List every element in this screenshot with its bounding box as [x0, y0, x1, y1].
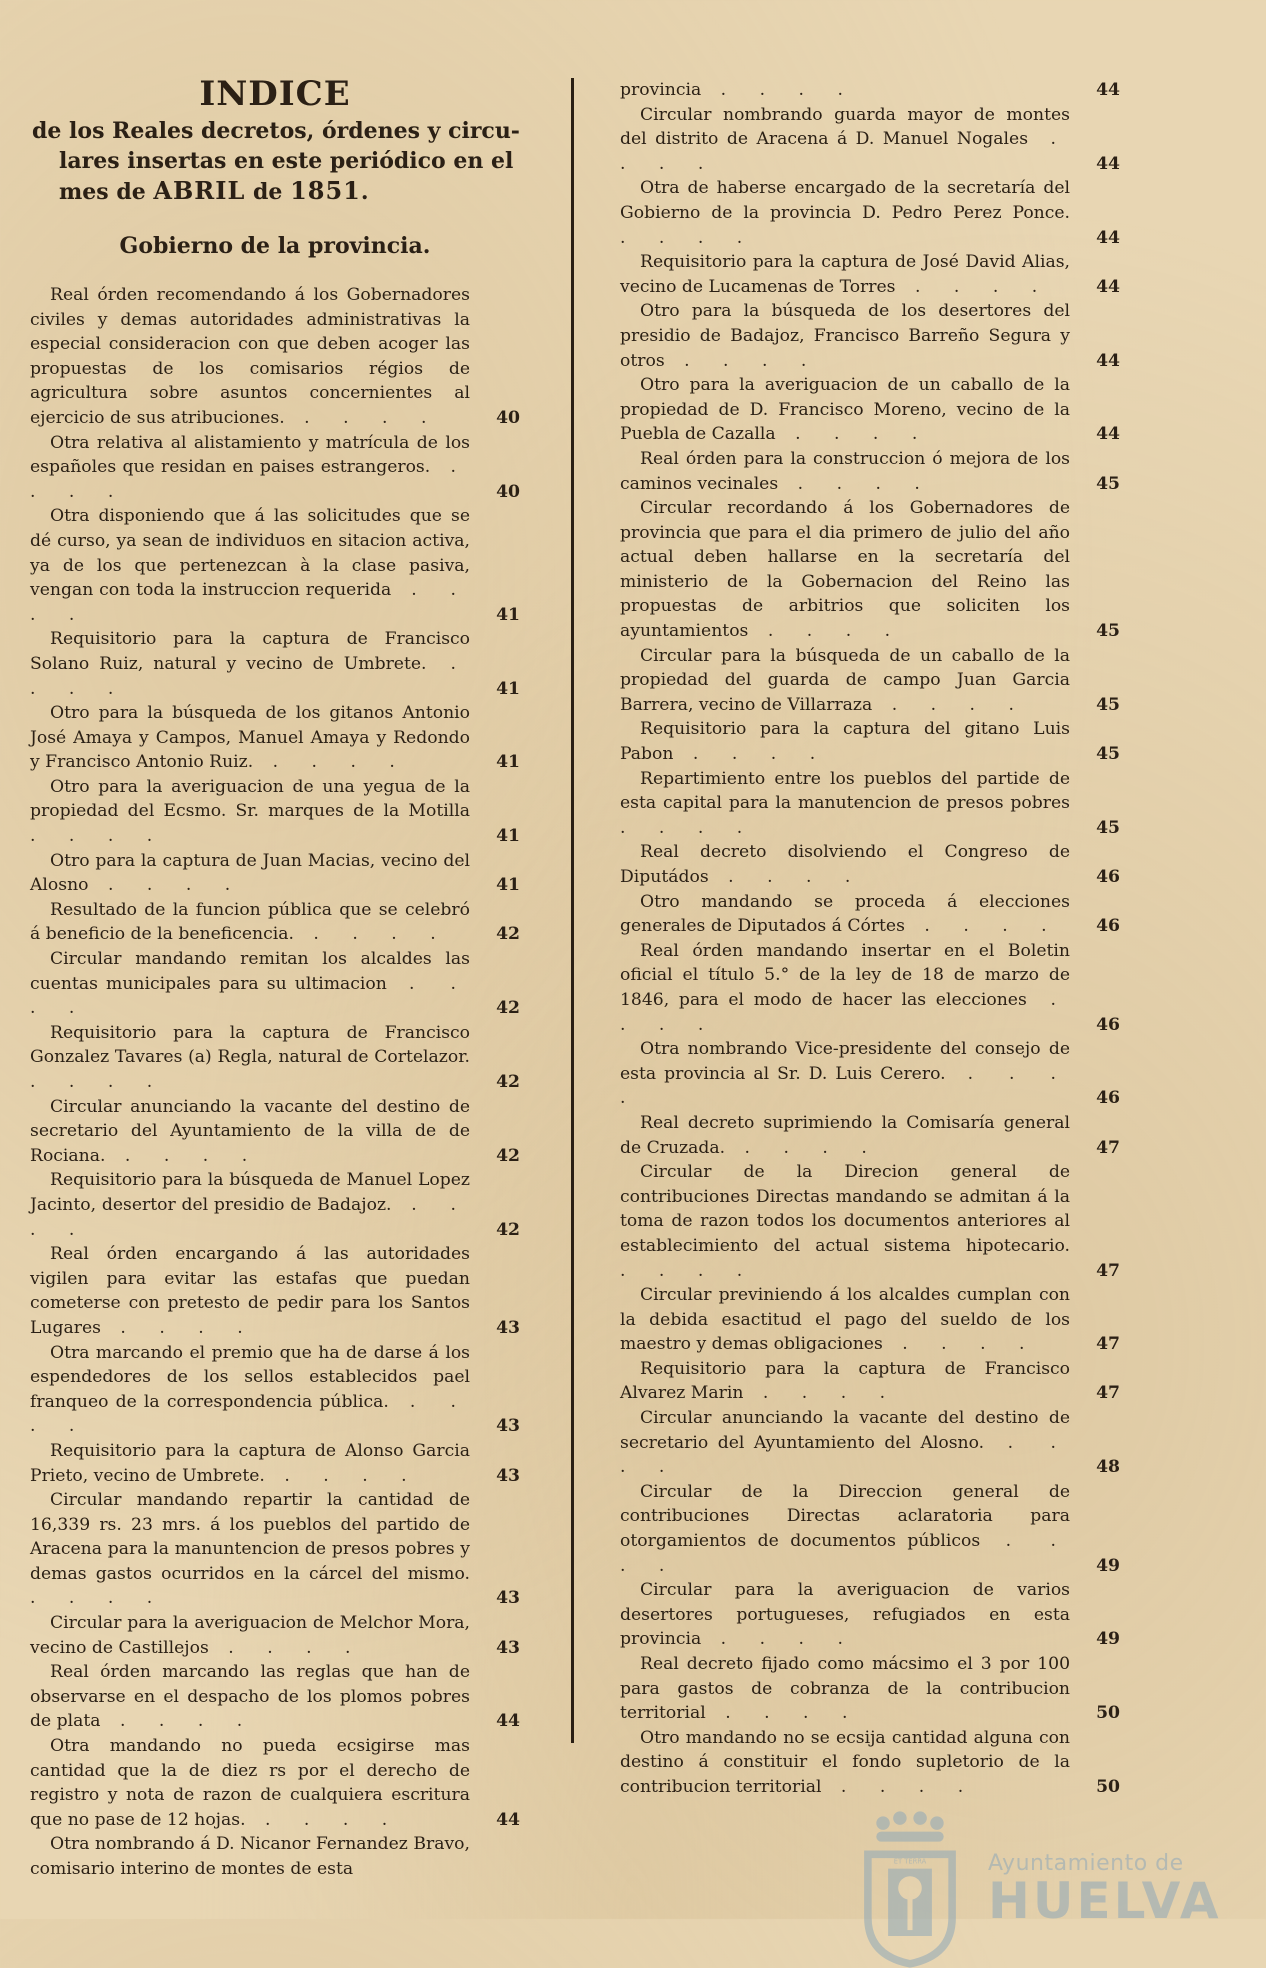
entry-page-number: 44 — [1096, 227, 1120, 248]
leader-dots: . . . . — [620, 817, 757, 838]
leader-dots: . . . . — [664, 350, 821, 371]
entry-page-number: 41 — [496, 678, 520, 699]
entry-text: Requisitorio para la búsqueda de Manuel Lopez Jacinto, desertor del presidio de Badajoz. . . . . — [30, 1170, 470, 1240]
entry-page-number: 42 — [496, 998, 520, 1019]
index-entry — [620, 373, 1120, 447]
leader-dots: . . . . — [293, 924, 450, 945]
entry-page-number: 44 — [1096, 276, 1120, 297]
entry-text: Real órden para la construccion ó mejora de los caminos vecinales . . . . — [620, 448, 1070, 494]
entry-page-number: 47 — [1096, 1383, 1120, 1404]
subtitle-month: ABRIL — [153, 176, 246, 205]
entry-text: Requisitorio para la captura de Francisco Alvarez Marin . . . . — [620, 1358, 1070, 1404]
index-entry — [620, 1652, 1120, 1726]
right-entry-list — [620, 78, 1120, 1800]
entry-page-number: 42 — [496, 1145, 520, 1166]
entry-page-number: 41 — [496, 604, 520, 625]
entry-page-number: 49 — [1096, 1555, 1120, 1576]
entry-text: Otra marcando el premio que ha de darse á los espendedores de los sellos establecidos pael franqueo de la correspondencia pública. . . . . — [30, 1342, 470, 1437]
entry-text: Circular previniendo á los alcaldes cumplan con la debida esactitud el pago del sueldo de los maestro y demas obligaciones . . . . — [620, 1285, 1070, 1355]
entry-text: Real decreto fijado como mácsimo el 3 por 100 para gastos de cobranza de la contribucion territorial . . . . — [620, 1654, 1070, 1724]
document-subtitle — [30, 116, 520, 207]
entry-page-number: 44 — [1096, 424, 1120, 445]
index-entry — [30, 504, 520, 627]
leader-dots: . . . . — [620, 1432, 1070, 1478]
entry-text: Otro mandando se proceda á elecciones generales de Diputados á Córtes . . . . — [620, 891, 1070, 937]
index-entry — [30, 701, 520, 775]
entry-page-number: 41 — [496, 752, 520, 773]
entry-text: Otra de haberse encargado de la secretaría del Gobierno de la provincia D. Pedro Perez Ponce. . . . . — [620, 178, 1070, 248]
entry-text: Real órden marcando las reglas que han de observarse en el despacho de los plomos pobres de plata . . . . — [30, 1662, 470, 1732]
index-entry — [30, 1095, 520, 1169]
entry-text: Requisitorio para la captura de Francisco Solano Ruiz, natural y vecino de Umbrete. . . . . — [30, 629, 470, 699]
index-entry — [30, 1242, 520, 1340]
entry-text: Circular para la averiguacion de varios desertores portugueses, refugiados en esta provincia . . . . — [620, 1580, 1070, 1650]
entry-page-number: 44 — [1096, 350, 1120, 371]
entry-text: Requisitorio para la captura de Alonso Garcia Prieto, vecino de Umbrete. . . . . — [30, 1440, 470, 1486]
coat-of-arms-icon — [850, 1808, 970, 1968]
entry-text: Circular de la Direccion general de contribuciones Directas aclaratoria para otorgamientos de documentos públicos . . . . — [620, 1481, 1071, 1576]
entry-text: Real órden encargando á las autoridades vigilen para evitar las estafas que puedan cometerse con pretesto de pedir para los Santos Lugares . . . . — [30, 1244, 470, 1338]
index-entry — [620, 1480, 1120, 1578]
entry-page-number: 44 — [1096, 153, 1120, 174]
index-entry — [620, 890, 1120, 939]
entry-page-number: 43 — [496, 1637, 520, 1658]
subtitle-prefix: mes de — [59, 179, 146, 205]
entry-text: Requisitorio para la captura de Francisco Gonzalez Tavares (a) Regla, natural de Cortelazor. . . . . — [30, 1022, 470, 1092]
leader-dots: . . . . — [253, 752, 409, 773]
entry-page-number: 44 — [496, 1809, 520, 1830]
entry-text: Circular para la averiguacion de Melchor Mora, vecino de Castillejos . . . . — [30, 1613, 470, 1658]
leader-dots: . . . . — [701, 1629, 857, 1650]
index-entry — [30, 1439, 520, 1488]
entry-page-number: 45 — [1096, 694, 1120, 715]
watermark-text — [988, 1850, 1222, 1930]
leader-dots: . . . . — [620, 1531, 1071, 1576]
entry-text: Otra nombrando Vice-presidente del consejo de esta provincia al Sr. D. Luis Cerero. . . . . — [620, 1039, 1070, 1109]
entry-text: Real decreto disolviendo el Congreso de Diputádos . . . . — [620, 842, 1070, 887]
leader-dots: . . . . — [743, 1383, 900, 1404]
subtitle-end: . — [360, 179, 369, 205]
leader-dots: . . . . — [284, 407, 441, 428]
leader-dots: . . . . — [30, 653, 470, 699]
entry-text: provincia . . . . — [620, 80, 857, 100]
entry-text: Otro para la averiguacion de un caballo de la propiedad de D. Francisco Moreno, vecino de la Puebla de Cazalla . . . . — [620, 375, 1070, 445]
entry-text: Otra relativa al alistamiento y matrícula de los españoles que residan en paises estrangeros. . . . . — [30, 432, 470, 502]
index-entry — [30, 431, 520, 505]
index-entry — [30, 283, 520, 431]
index-entry — [620, 939, 1120, 1037]
entry-page-number: 42 — [496, 924, 520, 945]
entry-page-number: 50 — [1096, 1776, 1120, 1797]
leader-dots: . . . . — [725, 1137, 881, 1158]
leader-dots: . . . . — [30, 457, 470, 502]
index-entry — [30, 947, 520, 1021]
leader-dots: . . . . — [904, 916, 1061, 937]
index-entry — [620, 1406, 1120, 1480]
entry-page-number: 46 — [1096, 1014, 1120, 1035]
index-entry — [620, 840, 1120, 889]
leader-dots: . . . . — [748, 621, 905, 642]
entry-text: Circular recordando á los Gobernadores de provincia que para el dia primero de julio del año actual deben hallarse en la secretaría del ministerio de la Gobernacion del Reino las propuestas de arbitrios que soliciten los ayuntamientos . . . . — [620, 498, 1070, 642]
leader-dots: . . . . — [100, 1711, 257, 1732]
index-entry — [620, 1037, 1120, 1111]
index-entry — [620, 1578, 1120, 1652]
entry-page-number: 43 — [496, 1588, 520, 1609]
entry-page-number: 48 — [1096, 1457, 1120, 1478]
entry-page-number: 45 — [1096, 817, 1120, 838]
entry-text: Otro para la búsqueda de los desertores del presidio de Badajoz, Francisco Barreño Segura y otros . . . . — [620, 301, 1070, 371]
entry-page-number: 45 — [1096, 744, 1120, 765]
leader-dots: . . . . — [245, 1809, 402, 1830]
entry-page-number: 46 — [1096, 1088, 1120, 1109]
entry-text: Circular anunciando la vacante del destino de secretario del Ayuntamiento de la villa de de Rociana. . . . . — [30, 1096, 470, 1166]
entry-page-number: 40 — [496, 407, 520, 428]
entry-page-number: 43 — [496, 1416, 520, 1437]
index-entry — [30, 849, 520, 898]
entry-text: Otra nombrando á D. Nicanor Fernandez Bravo, comisario interino de montes de esta — [30, 1834, 470, 1879]
index-entry — [30, 1168, 520, 1242]
entry-page-number: 42 — [496, 1219, 520, 1240]
entry-text: Otro mandando no se ecsija cantidad alguna con destino á constituir el fondo supletorio de la contribucion territorial . . . . — [620, 1727, 1070, 1797]
entry-text: Real decreto suprimiendo la Comisaría general de Cruzada. . . . . — [620, 1112, 1070, 1158]
leader-dots: . . . . — [264, 1465, 421, 1486]
leader-dots: . . . . — [30, 1588, 167, 1609]
index-entry — [620, 250, 1120, 299]
subtitle-line-1: de los Reales decretos, órdenes y circu- — [32, 118, 520, 144]
watermark-logo — [850, 1808, 1222, 1968]
entry-text: Circular anunciando la vacante del destino de secretario del Ayuntamiento del Alosno. . . . . — [620, 1408, 1070, 1478]
leader-dots: . . . . — [620, 1260, 757, 1281]
entry-page-number: 49 — [1096, 1629, 1120, 1650]
leader-dots: . . . . — [620, 227, 757, 248]
leader-dots: . . . . — [105, 1145, 262, 1166]
entry-text: Circular mandando repartir la cantidad de 16,339 rs. 23 mrs. á los pueblos del partido de Aracena para la manuntencion de presos pobres y demas gastos ocurridos en la cárcel del mismo. . . . . — [30, 1490, 470, 1609]
index-entry — [30, 898, 520, 947]
entry-page-number: 47 — [1096, 1137, 1120, 1158]
entry-page-number: 41 — [496, 826, 520, 847]
leader-dots: . . . . — [775, 424, 932, 445]
leader-dots: . . . . — [30, 580, 471, 625]
entry-page-number: 42 — [496, 1072, 520, 1092]
entry-page-number: 43 — [496, 1317, 520, 1338]
watermark-line-1: Ayuntamiento de — [988, 1850, 1184, 1876]
index-entry — [30, 1341, 520, 1439]
index-entry — [30, 1021, 520, 1095]
index-entry — [620, 1160, 1120, 1283]
entry-page-number: 50 — [1096, 1703, 1120, 1724]
entry-text: Circular nombrando guarda mayor de montes del distrito de Aracena á D. Manuel Nogales . . . . — [620, 104, 1070, 174]
entry-text: Circular para la búsqueda de un caballo de la propiedad del guarda de campo Juan Garcia Barrera, vecino de Villarraza . . . . — [620, 645, 1070, 715]
index-entry — [620, 1726, 1120, 1800]
leader-dots: . . . . — [708, 867, 865, 887]
left-column — [30, 0, 520, 1882]
index-entry — [620, 496, 1120, 644]
entry-text: Real órden recomendando á los Gobernadores civiles y demas autoridades administrativas la especial consideracion con que deben acoger las propuestas de los comisarios régios de agricultura sobre asuntos concernientes al ejercicio de sus atribuciones. . . . . — [30, 285, 470, 428]
entry-text: Otro para la captura de Juan Macias, vecino del Alosno . . . . — [30, 850, 470, 896]
entry-page-number: 47 — [1096, 1260, 1120, 1281]
leader-dots: . . . . — [821, 1776, 978, 1797]
leader-dots: . . . . — [30, 973, 471, 1019]
subtitle-year: 1851 — [290, 176, 361, 205]
subtitle-de: de — [253, 179, 283, 205]
index-entry — [620, 644, 1120, 718]
entry-page-number: 46 — [1096, 916, 1120, 937]
leader-dots: . . . . — [208, 1637, 365, 1658]
leader-dots: . . . . — [673, 744, 830, 765]
index-entry — [620, 1357, 1120, 1406]
index-entry — [620, 299, 1120, 373]
index-entry — [620, 447, 1120, 496]
index-entry — [620, 1111, 1120, 1160]
leader-dots: . . . . — [30, 826, 167, 847]
leader-dots: . . . . — [88, 875, 245, 896]
subtitle-line-2: lares insertas en este periódico en el — [59, 148, 514, 174]
index-entry — [30, 1611, 520, 1660]
leader-dots: . . . . — [882, 1334, 1039, 1355]
index-entry — [620, 767, 1120, 841]
column-divider — [571, 78, 574, 1743]
entry-page-number: 41 — [496, 875, 520, 896]
entry-page-number: 45 — [1096, 621, 1120, 642]
entry-text: Resultado de la funcion pública que se celebró á beneficio de la beneficencia. . . . . — [30, 899, 470, 945]
entry-page-number: 44 — [1096, 80, 1120, 100]
entry-text: Otra disponiendo que á las solicitudes que se dé curso, ya sean de individuos en sitacion activa, ya de los que pertenezcan à la clase pasiva, vengan con toda la instruccion requerida . . . . — [30, 506, 471, 625]
right-column — [620, 78, 1120, 1800]
entry-page-number: 47 — [1096, 1334, 1120, 1355]
subtitle-line-3 — [32, 176, 520, 207]
entry-page-number: 44 — [496, 1711, 520, 1732]
entry-text: Repartimiento entre los pueblos del partide de esta capital para la manutencion de presos pobres . . . . — [620, 768, 1070, 838]
leader-dots: . . . . — [701, 80, 857, 100]
section-heading: Gobierno de la provincia. — [119, 233, 431, 259]
index-entry — [30, 627, 520, 701]
leader-dots: . . . . — [620, 989, 1070, 1035]
entry-text: Otro para la averiguacion de una yegua de la propiedad del Ecsmo. Sr. marques de la Motilla . . . . — [30, 776, 470, 847]
index-entry — [620, 1283, 1120, 1357]
index-entry — [30, 1488, 520, 1611]
entry-text: Circular de la Direcion general de contribuciones Directas mandando se admitan á la toma de razon todos los documentos anteriores al establecimiento del actual sistema hipotecario. . . . . — [620, 1162, 1070, 1281]
entry-page-number: 40 — [496, 481, 520, 502]
index-entry — [30, 775, 520, 849]
index-entry — [30, 1660, 520, 1734]
leader-dots: . . . . — [705, 1703, 862, 1724]
watermark-line-2: HUELVA — [988, 1871, 1222, 1930]
leader-dots: . . . . — [30, 1194, 470, 1240]
entry-text: Otro para la búsqueda de los gitanos Antonio José Amaya y Campos, Manuel Amaya y Redondo y Francisco Antonio Ruiz. . . . . — [30, 703, 470, 773]
index-entry — [30, 1832, 520, 1881]
leader-dots: . . . . — [100, 1317, 257, 1338]
leader-dots: . . . . — [30, 1391, 470, 1437]
index-entry — [620, 78, 1120, 103]
index-entry — [30, 1734, 520, 1832]
entry-text: Circular mandando remitan los alcaldes las cuentas municipales para su ultimacion . . . . — [30, 949, 471, 1019]
entry-page-number: 46 — [1096, 867, 1120, 887]
left-entry-list — [30, 283, 520, 1882]
title-block — [30, 0, 520, 207]
leader-dots: . . . . — [30, 1072, 167, 1092]
leader-dots: . . . . — [872, 694, 1028, 715]
entry-page-number: 43 — [496, 1465, 520, 1486]
entry-page-number: 45 — [1096, 473, 1120, 494]
index-entry — [620, 717, 1120, 766]
leader-dots: . . . . — [778, 473, 934, 494]
entry-text: Requisitorio para la captura del gitano Luis Pabon . . . . — [620, 719, 1070, 765]
entry-text: Otra mandando no pueda ecsigirse mas cantidad que la de diez rs por el derecho de registro y nota de razon de cualquiera escritura que no pase de 12 hojas. . . . . — [30, 1736, 470, 1830]
index-entry — [620, 176, 1120, 250]
watermark-motto: ET TERRA — [893, 1857, 927, 1866]
index-entry — [620, 103, 1120, 177]
leader-dots: . . . . — [620, 129, 1070, 174]
leader-dots: . . . . — [620, 1063, 1070, 1109]
entry-text: Requisitorio para la captura de José David Alias, vecino de Lucamenas de Torres . . . . — [620, 252, 1070, 297]
document-title: INDICE — [199, 74, 351, 114]
entry-text: Real órden mandando insertar en el Boletin oficial el título 5.° de la ley de 18 de marzo de 1846, para el modo de hacer las elecciones . . . . — [620, 940, 1070, 1035]
leader-dots: . . . . — [895, 276, 1052, 297]
